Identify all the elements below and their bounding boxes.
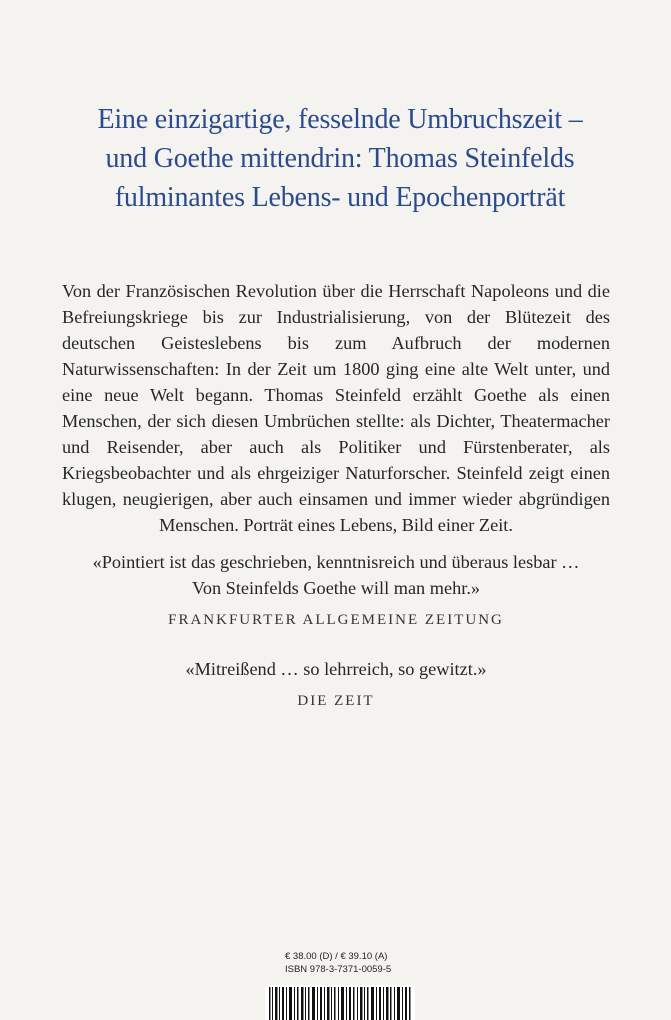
review-quote [62,656,610,714]
review-source: FRANKFURTER ALLGEMEINE ZEITUNG [168,612,504,628]
headline [90,100,590,217]
headline-line: Eine einzigartige, fesselnde Umbruchszeit – [97,104,583,135]
review-quote-line: «Mitreißend … so lehrreich, so gewitzt.» [185,659,487,679]
review-source: DIE ZEIT [297,693,375,709]
headline-line: fulminantes Lebens- und Epochenporträt [114,182,566,213]
isbn-label: ISBN 978-3-7371-0059-5 [285,964,392,975]
price-label: € 38.00 (D) / € 39.10 (A) [285,951,388,962]
headline-line: und Goethe mittendrin: Thomas Steinfelds [105,143,575,174]
description-paragraph: Von der Französischen Revolution über die Herrschaft Napoleons und die Befreiungskriege bis zur Industrialisierung, von der Blütezeit des deutschen Geisteslebens bis zum Aufbruch der modernen Naturwissenschaften: In der Zeit um 1800 ging eine alte Welt unter, und eine neue Welt begann. Thomas Steinfeld erzählt Goethe als einen Menschen, der sich diesen Umbrüchen stellte: als Dichter, Theatermacher und Reisender, aber auch als Politiker und Fürstenberater, als Kriegsbeobachter und als ehrgeiziger Naturforscher. Steinfeld zeigt einen klugen, neugierigen, aber auch einsamen und immer wieder abgründigen Menschen. Porträt eines Lebens, Bild einer Zeit. [62,281,610,535]
review-quote [62,549,610,633]
review-quote-line: Von Steinfelds Goethe will man mehr.» [191,578,481,598]
barcode-icon [265,985,415,1020]
price-isbn-block [285,950,391,976]
review-quote-line: «Pointiert ist das geschrieben, kenntnisreich und überaus lesbar … [92,552,580,572]
